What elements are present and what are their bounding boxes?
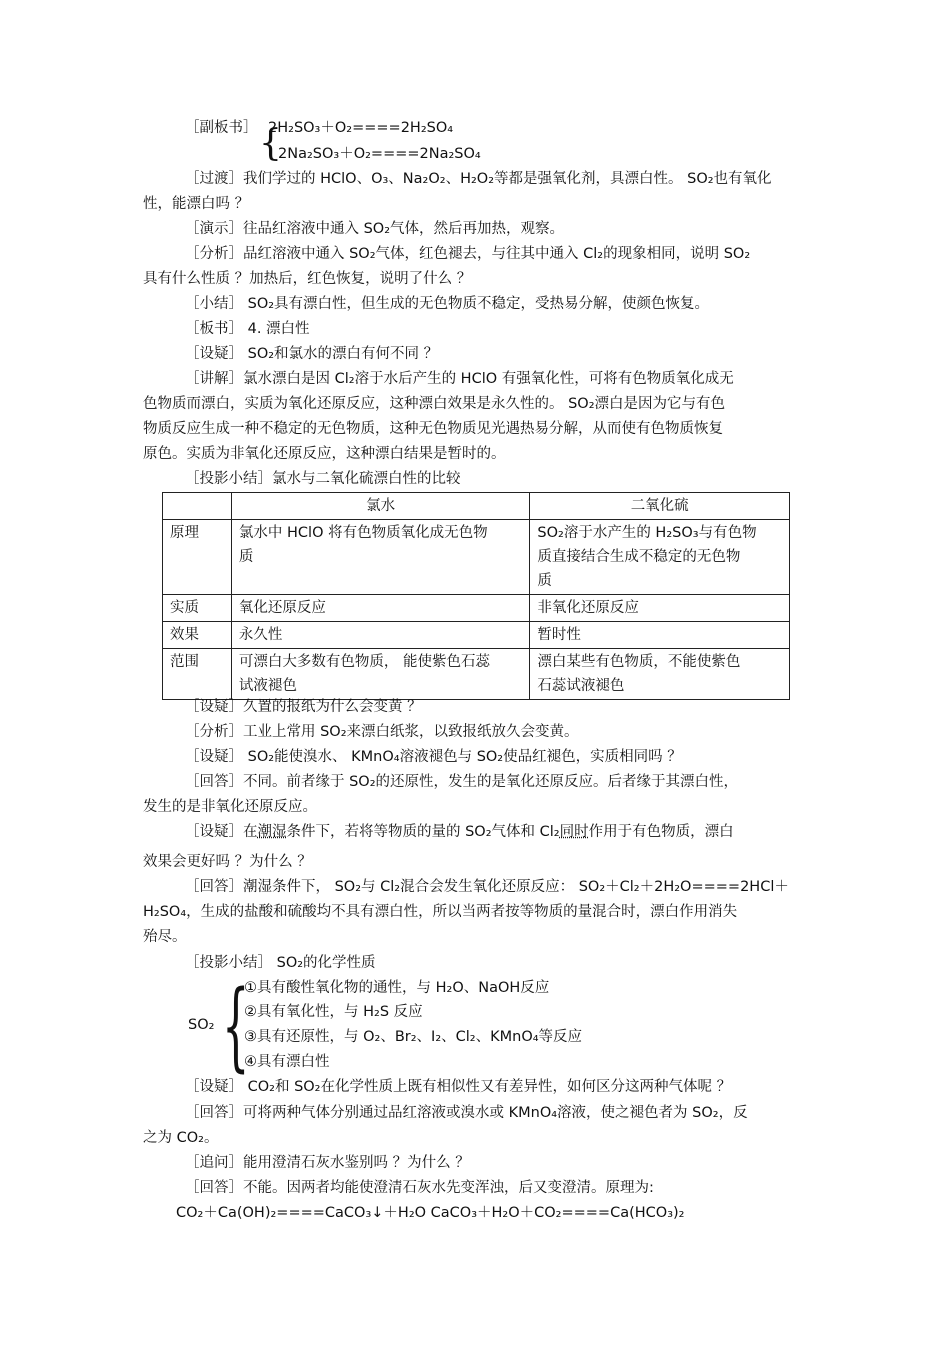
property-item: ④具有漂白性 bbox=[244, 1054, 330, 1070]
question-line-6: ［设疑］ CO₂和 SO₂在化学性质上既有相似性又有差异性，如何区分这两种气体呢 ？ bbox=[185, 1079, 732, 1095]
summary-line: ［小结］ SO₂具有漂白性，但生成的无色物质不稳定，受热易分解，使颜色恢复。 bbox=[185, 296, 710, 312]
table-corner-cell bbox=[163, 493, 232, 520]
emphasis-dotted: 潮湿 bbox=[257, 824, 287, 840]
cell-line: 可漂白大多数有色物质， 能使紫色石蕊 bbox=[238, 654, 491, 670]
table-cell: 永久性 bbox=[231, 622, 529, 649]
equation-2: 2Na₂SO₃＋O₂====2Na₂SO₄ bbox=[278, 146, 481, 162]
answer-line-2: 发生的是非氧化还原反应。 bbox=[143, 799, 317, 815]
analysis-line-3: ［分析］工业上常用 SO₂来漂白纸浆，以致报纸放久会变黄。 bbox=[185, 724, 579, 740]
row-label: 范围 bbox=[163, 649, 232, 700]
question-line-4 bbox=[185, 822, 734, 842]
table-cell bbox=[530, 649, 790, 700]
text-span: 条件下，若将等物质的量的 SO₂气体和 Cl₂ bbox=[286, 824, 560, 840]
reaction-equations: CO₂＋Ca(OH)₂====CaCO₃↓＋H₂O CaCO₃＋H₂O＋CO₂====Ca(HCO₃)₂ bbox=[176, 1205, 685, 1221]
table-header-row bbox=[163, 493, 790, 520]
answer-line-3: ［回答］潮湿条件下， SO₂与 Cl₂混合会发生氧化还原反应： SO₂＋Cl₂＋2H₂O====2HCl＋ bbox=[185, 879, 789, 895]
property-item: ①具有酸性氧化物的通性，与 H₂O、NaOH反应 bbox=[244, 980, 550, 996]
projection-summary-title: ［投影小结］氯水与二氧化硫漂白性的比较 bbox=[185, 471, 461, 487]
equation-1: 2H₂SO₃＋O₂====2H₂SO₄ bbox=[268, 120, 454, 136]
cell-line: 漂白某些有色物质，不能使紫色 bbox=[537, 654, 741, 670]
text-span: 作用于有色物质，漂白 bbox=[588, 824, 734, 840]
text-span: ［设疑］在 bbox=[185, 824, 258, 840]
lecture-line-2: 色物质而漂白，实质为氧化还原反应，这种漂白效果是永久性的。 SO₂漂白是因为它与有色 bbox=[143, 396, 726, 412]
question-line-2: ［设疑］久置的报纸为什么会变黄 ？ bbox=[185, 699, 422, 715]
table-row bbox=[163, 595, 790, 622]
transition-line-2: 性，能漂白吗 ？ bbox=[143, 196, 250, 212]
so2-label: SO₂ bbox=[188, 1017, 215, 1033]
analysis-line-1: ［分析］品红溶液中通入 SO₂气体，红色褪去，与往其中通入 Cl₂的现象相同，说明 SO₂ bbox=[185, 246, 751, 262]
cell-line: 质 bbox=[238, 549, 254, 565]
emphasis-dotted: 同时 bbox=[559, 824, 589, 840]
answer-line-1: ［回答］不同。前者缘于 SO₂的还原性，发生的是氧化还原反应。后者缘于其漂白性， bbox=[185, 774, 739, 790]
analysis-line-2: 具有什么性质 ？加热后，红色恢复，说明了什么 ？ bbox=[143, 271, 472, 287]
board-line: ［板书］ 4. 漂白性 bbox=[185, 321, 310, 337]
table-row bbox=[163, 622, 790, 649]
question-line-1: ［设疑］ SO₂和氯水的漂白有何不同 ？ bbox=[185, 346, 439, 362]
answer-line-6: ［回答］可将两种气体分别通过品红溶液或溴水或 KMnO₄溶液，使之褪色者为 SO₂，反 bbox=[185, 1105, 748, 1121]
table-cell: 暂时性 bbox=[530, 622, 790, 649]
lecture-line-3: 物质反应生成一种不稳定的无色物质，这种无色物质见光遇热易分解，从而使有色物质恢复 bbox=[143, 421, 723, 437]
table-cell: 非氧化还原反应 bbox=[530, 595, 790, 622]
row-label: 原理 bbox=[163, 520, 232, 595]
demo-line: ［演示］往品红溶液中通入 SO₂气体，然后再加热，观察。 bbox=[185, 221, 565, 237]
brace-icon: { bbox=[222, 970, 250, 1082]
fuban-label: ［副板书］ bbox=[185, 120, 258, 136]
table-row bbox=[163, 520, 790, 595]
table-cell bbox=[530, 520, 790, 595]
transition-line-1: ［过渡］我们学过的 HClO、O₃、Na₂O₂、H₂O₂等都是强氧化剂，具漂白性。 SO₂也有氧化 bbox=[185, 171, 772, 187]
cell-line: 石蕊试液褪色 bbox=[537, 678, 625, 694]
cell-line: 氯水中 HClO 将有色物质氧化成无色物 bbox=[238, 525, 488, 541]
table-cell bbox=[231, 649, 529, 700]
lecture-line-4: 原色。实质为非氧化还原反应，这种漂白结果是暂时的。 bbox=[143, 446, 506, 462]
cell-line: SO₂溶于水产生的 H₂SO₃与有色物 bbox=[537, 525, 757, 541]
brace-icon: { bbox=[259, 123, 282, 164]
lecture-line-1: ［讲解］氯水漂白是因 Cl₂溶于水后产生的 HClO 有强氧化性，可将有色物质氧化成无 bbox=[185, 371, 734, 387]
answer-line-8: ［回答］不能。因两者均能使澄清石灰水先变浑浊，后又变澄清。原理为: bbox=[185, 1180, 654, 1196]
comparison-table bbox=[162, 492, 790, 700]
cell-line: 质直接结合生成不稳定的无色物 bbox=[537, 549, 741, 565]
table-row bbox=[163, 649, 790, 700]
answer-line-7: 之为 CO₂。 bbox=[143, 1130, 219, 1146]
row-label: 实质 bbox=[163, 595, 232, 622]
table-cell: 氧化还原反应 bbox=[231, 595, 529, 622]
table-cell bbox=[231, 520, 529, 595]
answer-line-5: 殆尽。 bbox=[143, 929, 187, 945]
table-header-chlorine-water: 氯水 bbox=[231, 493, 529, 520]
question-line-3: ［设疑］ SO₂能使溴水、 KMnO₄溶液褪色与 SO₂使品红褪色，实质相同吗 ？ bbox=[185, 749, 682, 765]
cell-line: 试液褪色 bbox=[238, 678, 297, 694]
property-item: ②具有氧化性，与 H₂S 反应 bbox=[244, 1004, 423, 1020]
table-header-sulfur-dioxide: 二氧化硫 bbox=[530, 493, 790, 520]
answer-line-4: H₂SO₄，生成的盐酸和硫酸均不具有漂白性，所以当两者按等物质的量混合时，漂白作用消失 bbox=[143, 904, 738, 920]
projection-summary-title-2: ［投影小结］ SO₂的化学性质 bbox=[185, 955, 376, 971]
question-line-5: 效果会更好吗 ？为什么 ？ bbox=[143, 854, 312, 870]
row-label: 效果 bbox=[163, 622, 232, 649]
follow-up-question: ［追问］能用澄清石灰水鉴别吗 ？为什么 ？ bbox=[185, 1155, 470, 1171]
cell-line: 质 bbox=[537, 573, 552, 589]
property-item: ③具有还原性，与 O₂、Br₂、I₂、Cl₂、KMnO₄等反应 bbox=[244, 1029, 583, 1045]
